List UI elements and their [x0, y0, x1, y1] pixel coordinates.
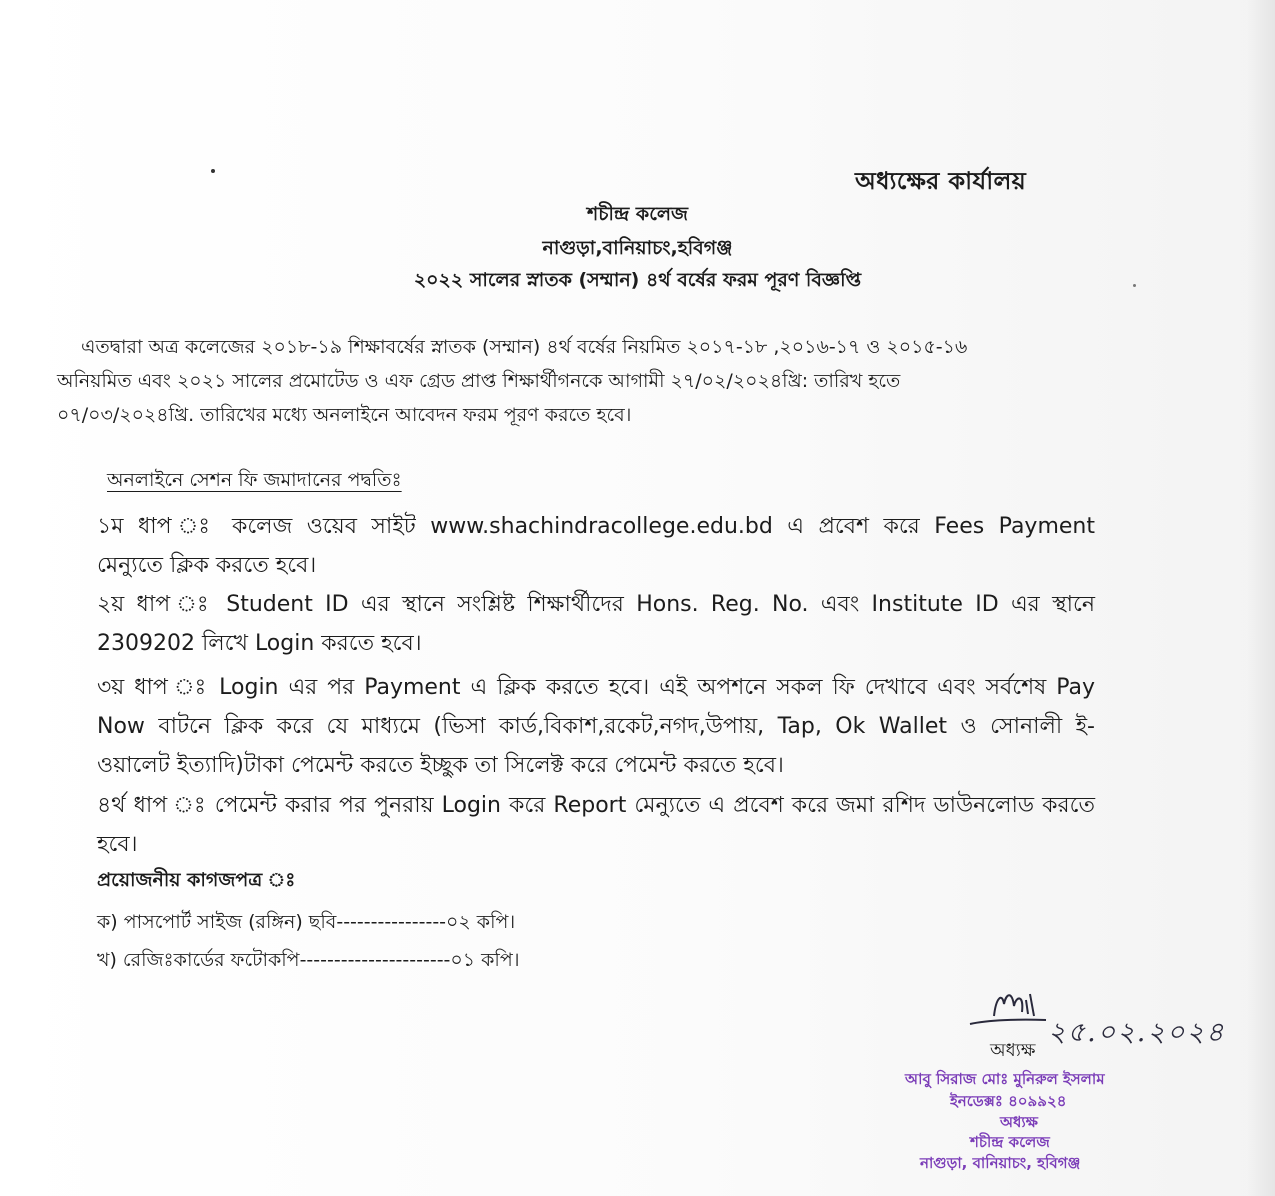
- notice-subject: ২০২২ সালের স্নাতক (সম্মান) ৪র্থ বর্ষের ফরম পূরণ বিজ্ঞপ্তি: [413, 269, 862, 291]
- ink-speck: [211, 169, 215, 173]
- college-name: শচীন্দ্র কলেজ: [587, 203, 688, 225]
- intro-line: অনিয়মিত এবং ২০২১ সালের প্রমোটেড ও এফ গ্রেড প্রাপ্ত শিক্ষার্থীগনকে আগামী ২৭/০২/২০২৪খ্রি: তারিখ হতে: [57, 370, 901, 392]
- step-line: 2309202 লিখে Login করতে হবে।: [97, 631, 422, 656]
- stamp-college: শচীন্দ্র কলেজ: [970, 1133, 1050, 1151]
- step-1: [97, 507, 1095, 585]
- signature-date: ২৫.০২.২০২৪: [1048, 1017, 1226, 1048]
- stamp-index: ইনডেক্সঃ ৪০৯৯২৪: [950, 1092, 1067, 1110]
- intro-line: এতদ্বারা অত্র কলেজের ২০১৮-১৯ শিক্ষাবর্ষের স্নাতক (সম্মান) ৪র্থ বর্ষের নিয়মিত ২০১৭-১৮ ,২০১৬-১৭ ও ২০১৫-১৬: [81, 336, 968, 358]
- step-line: মেন্যুতে ক্লিক করতে হবে।: [97, 553, 317, 578]
- intro-line: ০৭/০৩/২০২৪খ্রি. তারিখের মধ্যে অনলাইনে আবেদন ফরম পূরণ করতে হবে।: [57, 404, 632, 426]
- step-line: Now বাটনে ক্লিক করে যে মাধ্যমে (ভিসা কার্ড,বিকাশ,রকেট,নগদ,উপায়, Tap, Ok Wallet ও সোনালী ই-: [97, 714, 1095, 739]
- paper-edge-shadow: [1247, 0, 1275, 1196]
- office-heading: অধ্যক্ষের কার্যালয়: [855, 167, 1027, 195]
- step-line: ৩য় ধাপ ঃ Login এর পর Payment এ ক্লিক করতে হবে। এই অপশনে সকল ফি দেখাবে এবং সর্বশেষ Pay: [97, 675, 1095, 700]
- step-3: [97, 668, 1095, 785]
- signature-scribble: [968, 986, 1058, 1030]
- college-address: নাগুড়া,বানিয়াচং,হবিগঞ্জ: [542, 237, 733, 259]
- document-item: ক) পাসপোর্ট সাইজ (রঙ্গিন) ছবি----------------০২ কপি।: [97, 911, 516, 933]
- step-2: [97, 585, 1095, 663]
- procedure-title: অনলাইনে সেশন ফি জমাদানের পদ্বতিঃ: [107, 469, 402, 491]
- step-line: ১ম ধাপ ঃ কলেজ ওয়েব সাইট www.shachindracollege.edu.bd এ প্রবেশ করে Fees Payment: [97, 514, 1095, 539]
- stamp-designation: অধ্যক্ষ: [1000, 1113, 1038, 1131]
- step-line: ওয়ালেট ইত্যাদি)টাকা পেমেন্ট করতে ইচ্ছুক তা সিলেক্ট করে পেমেন্ট করতে হবে।: [97, 753, 784, 778]
- documents-title: প্রয়োজনীয় কাগজপত্র ঃ: [97, 869, 296, 891]
- stamp-name: আবু সিরাজ মোঃ মুনিরুল ইসলাম: [905, 1070, 1105, 1088]
- step-line: হবে।: [97, 832, 138, 857]
- stamp-address: নাগুড়া, বানিয়াচং, হবিগঞ্জ: [920, 1154, 1081, 1172]
- intro-paragraph: [57, 330, 1097, 432]
- step-4: [97, 786, 1095, 864]
- step-line: ৪র্থ ধাপ ঃ পেমেন্ট করার পর পুনরায় Login করে Report মেন্যুতে এ প্রবেশ করে জমা রশিদ ডাউনলোড করতে: [97, 793, 1095, 818]
- signature-title: অধ্যক্ষ: [990, 1040, 1036, 1061]
- step-line: ২য় ধাপ ঃ Student ID এর স্থানে সংশ্লিষ্ট শিক্ষার্থীদের Hons. Reg. No. এবং Institute ID এর স্থানে: [97, 592, 1095, 617]
- document-item: খ) রেজিঃকার্ডের ফটোকপি----------------------০১ কপি।: [97, 949, 520, 971]
